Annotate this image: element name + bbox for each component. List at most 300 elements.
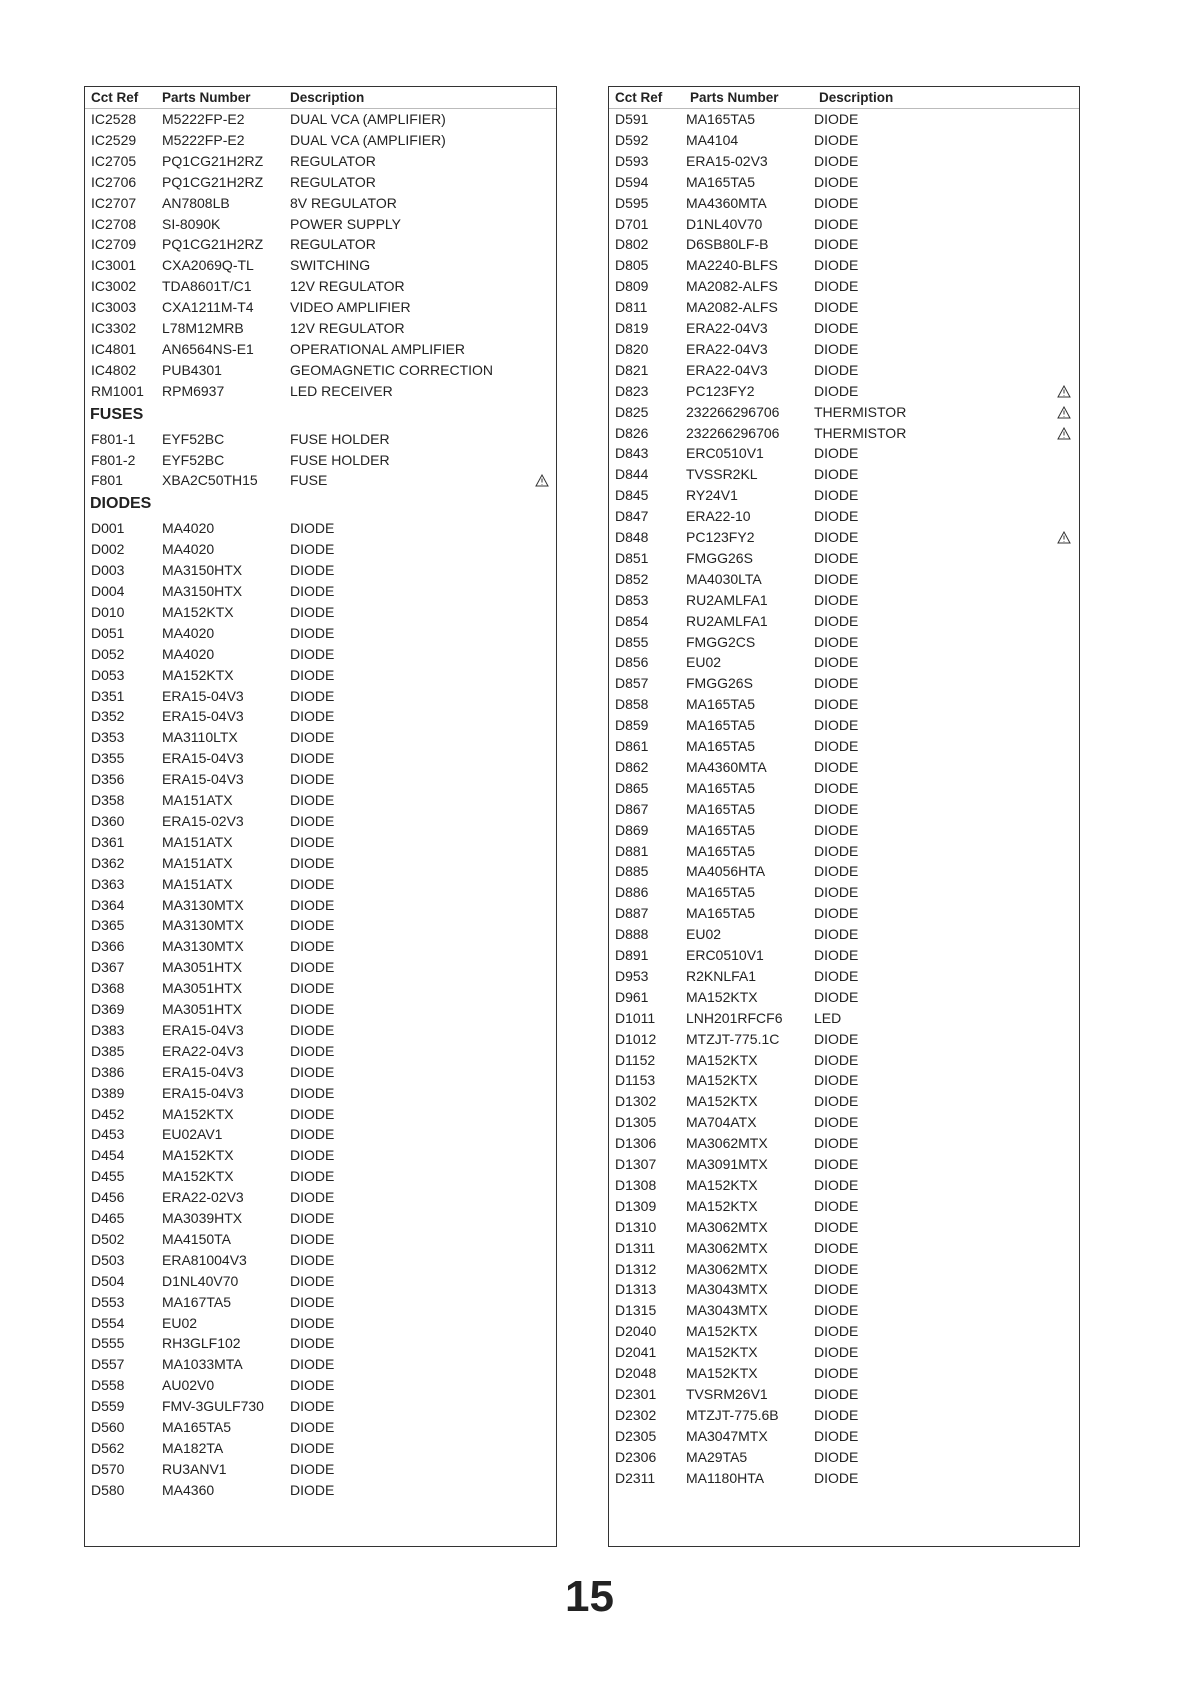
- description: DIODE: [814, 1218, 859, 1235]
- cct-ref: D365: [91, 917, 125, 934]
- description: DIODE: [814, 1030, 859, 1047]
- table-row: [609, 423, 1079, 443]
- description: DIODE: [814, 612, 859, 629]
- description: DIODE: [290, 1481, 335, 1498]
- cct-ref: D823: [615, 382, 649, 399]
- header-cct-ref: Cct Ref: [91, 90, 139, 105]
- cct-ref: D1307: [615, 1156, 657, 1172]
- description: 12V REGULATOR: [290, 320, 405, 336]
- table-row: [85, 1104, 556, 1124]
- table-row: [85, 1229, 556, 1249]
- table-row: [85, 429, 556, 449]
- parts-number: ERA15-02V3: [162, 812, 244, 829]
- description: DIODE: [814, 967, 859, 984]
- cct-ref: D809: [615, 278, 649, 295]
- table-header: [609, 87, 1079, 109]
- table-row: [85, 1124, 556, 1144]
- parts-number: ERA22-02V3: [162, 1189, 244, 1206]
- description: DIODE: [814, 1427, 859, 1444]
- cct-ref: D361: [91, 833, 125, 850]
- parts-number: MA152KTX: [162, 1168, 234, 1185]
- description: DIODE: [814, 1323, 859, 1340]
- cct-ref: D2041: [615, 1344, 657, 1361]
- table-row: [85, 727, 556, 747]
- parts-number: LNH201RFCF6: [686, 1009, 783, 1026]
- table-row: [85, 130, 556, 150]
- description: DIODE: [814, 654, 859, 671]
- cct-ref: D355: [91, 750, 125, 767]
- parts-number: FMGG26S: [686, 549, 753, 566]
- description: DIODE: [814, 591, 859, 608]
- parts-number: RU3ANV1: [162, 1460, 227, 1477]
- description: DIODE: [290, 959, 335, 976]
- cct-ref: D2048: [615, 1365, 657, 1381]
- table-row: [609, 611, 1079, 631]
- cct-ref: D2311: [615, 1469, 656, 1486]
- parts-number: XBA2C50TH15: [162, 472, 258, 489]
- table-row: [609, 1217, 1079, 1237]
- cct-ref: D570: [91, 1460, 125, 1477]
- description: DIODE: [814, 800, 859, 817]
- warning-triangle-icon: [1057, 427, 1071, 440]
- parts-number: EYF52BC: [162, 451, 225, 468]
- table-row: [609, 1279, 1079, 1299]
- cct-ref: D363: [91, 875, 125, 892]
- table-row: [609, 151, 1079, 171]
- table-row: [609, 903, 1079, 923]
- table-row: [85, 214, 556, 234]
- parts-number: ERA15-02V3: [686, 152, 768, 169]
- table-row: [85, 623, 556, 643]
- description: 8V REGULATOR: [290, 194, 397, 211]
- description: DIODE: [814, 717, 859, 734]
- cct-ref: D503: [91, 1251, 125, 1268]
- table-row: [609, 1070, 1079, 1090]
- cct-ref: D811: [615, 299, 648, 316]
- table-row: [85, 1145, 556, 1165]
- table-row: [609, 193, 1079, 213]
- parts-number: MA4020: [162, 541, 215, 558]
- description: DIODE: [814, 215, 859, 232]
- parts-number: PC123FY2: [686, 382, 755, 399]
- cct-ref: D2301: [615, 1385, 657, 1402]
- parts-number: MTZJT-775.6B: [686, 1406, 779, 1423]
- description: 12V REGULATOR: [290, 278, 405, 295]
- cct-ref: D888: [615, 926, 649, 943]
- cct-ref: D805: [615, 257, 649, 274]
- cct-ref: D356: [91, 771, 125, 788]
- table-row: [609, 590, 1079, 610]
- parts-number: MA2082-ALFS: [686, 278, 778, 295]
- cct-ref: D856: [615, 654, 649, 671]
- parts-number: CXA1211M-T4: [162, 299, 254, 316]
- parts-number: MA704ATX: [686, 1114, 757, 1131]
- description: DIODE: [290, 1230, 335, 1247]
- cct-ref: D821: [615, 361, 649, 378]
- parts-number: MA152KTX: [686, 1365, 758, 1381]
- parts-number: PQ1CG21H2RZ: [162, 236, 264, 253]
- parts-number: MA2240-BLFS: [686, 257, 778, 274]
- section-title: DIODES: [90, 495, 152, 513]
- parts-number: D6SB80LF-B: [686, 236, 769, 253]
- parts-number: EU02: [686, 654, 722, 671]
- description: DIODE: [814, 988, 859, 1005]
- description: DIODE: [290, 1398, 335, 1415]
- table-row: [85, 539, 556, 559]
- description: DIODE: [814, 361, 859, 378]
- cct-ref: D364: [91, 896, 125, 913]
- description: DIODE: [814, 236, 859, 253]
- table-row: [85, 1292, 556, 1312]
- warning-triangle-icon: [1057, 531, 1071, 544]
- description: DIODE: [814, 758, 859, 775]
- table-row: [85, 978, 556, 998]
- cct-ref: D386: [91, 1063, 125, 1080]
- table-row: [609, 966, 1079, 986]
- cct-ref: D845: [615, 487, 649, 504]
- parts-number: D1NL40V70: [686, 215, 763, 232]
- table-row: [609, 1091, 1079, 1111]
- parts-number: MA3062MTX: [686, 1218, 768, 1235]
- table-row: [85, 769, 556, 789]
- description: DIODE: [814, 633, 859, 650]
- cct-ref: D455: [91, 1168, 125, 1185]
- table-row: [85, 470, 556, 490]
- description: REGULATOR: [290, 152, 376, 169]
- cct-ref: D389: [91, 1084, 125, 1101]
- description: DIODE: [814, 529, 859, 545]
- parts-number: MA3150HTX: [162, 562, 243, 579]
- cct-ref: D010: [91, 603, 125, 620]
- description: DIODE: [814, 340, 859, 357]
- cct-ref: D2040: [615, 1323, 657, 1340]
- cct-ref: D504: [91, 1272, 125, 1289]
- description: DIODE: [814, 194, 859, 211]
- table-row: [609, 1384, 1079, 1404]
- parts-number: MA165TA5: [686, 842, 755, 859]
- table-row: [85, 1166, 556, 1186]
- parts-number: MA182TA: [162, 1439, 224, 1456]
- cct-ref: D1312: [615, 1260, 657, 1277]
- parts-number: MA4360MTA: [686, 194, 767, 211]
- table-row: [609, 652, 1079, 672]
- table-row: [609, 234, 1079, 254]
- table-header: [85, 87, 556, 109]
- parts-number: PUB4301: [162, 361, 222, 378]
- parts-number: AU02V0: [162, 1377, 215, 1394]
- description: DIODE: [814, 1093, 859, 1110]
- cct-ref: D855: [615, 633, 649, 650]
- table-row: [609, 1112, 1079, 1132]
- description: DIODE: [290, 771, 335, 788]
- parts-number: MA3062MTX: [686, 1135, 768, 1152]
- warning-triangle-icon: [1057, 406, 1071, 419]
- page-number: 15: [565, 1572, 614, 1621]
- table-row: [609, 736, 1079, 756]
- table-row: [85, 1020, 556, 1040]
- description: DIODE: [290, 833, 335, 850]
- table-row: [609, 1196, 1079, 1216]
- table-row: [85, 915, 556, 935]
- description: LED: [814, 1009, 842, 1026]
- cct-ref: D454: [91, 1147, 125, 1164]
- description: DIODE: [290, 1021, 335, 1038]
- cct-ref: D502: [91, 1230, 125, 1247]
- description: DIODE: [290, 896, 335, 913]
- parts-number: MA165TA5: [686, 738, 755, 754]
- parts-number: D1NL40V70: [162, 1272, 239, 1289]
- description: REGULATOR: [290, 173, 376, 190]
- parts-number: ERA15-04V3: [162, 1084, 244, 1101]
- table-row: [609, 506, 1079, 526]
- parts-number: TVSRM26V1: [686, 1385, 768, 1402]
- parts-number: MA4020: [162, 520, 215, 537]
- table-row: [85, 957, 556, 977]
- parts-number: MA152KTX: [686, 1051, 758, 1068]
- table-row: [609, 757, 1079, 777]
- cct-ref: IC2709: [91, 236, 137, 253]
- parts-number: MA4020: [162, 624, 215, 641]
- table-row: [85, 706, 556, 726]
- table-row: [85, 1062, 556, 1082]
- description: DIODE: [814, 508, 859, 525]
- table-row: [85, 193, 556, 213]
- cct-ref: IC2529: [91, 131, 137, 148]
- cct-ref: D1313: [615, 1281, 657, 1298]
- table-row: [85, 1208, 556, 1228]
- description: DIODE: [814, 173, 859, 190]
- table-row: [609, 1342, 1079, 1362]
- cct-ref: D558: [91, 1377, 125, 1394]
- description: DIODE: [814, 675, 859, 692]
- description: DIODE: [290, 1168, 335, 1185]
- description: DUAL VCA (AMPLIFIER): [290, 111, 446, 127]
- header-description: Description: [819, 90, 894, 105]
- table-row: [609, 527, 1079, 547]
- table-row: [85, 297, 556, 317]
- parts-number: MA152KTX: [162, 666, 234, 683]
- description: DIODE: [814, 487, 859, 504]
- table-row: [609, 799, 1079, 819]
- cct-ref: RM1001: [91, 382, 144, 399]
- parts-number: ERC0510V1: [686, 947, 764, 963]
- parts-number: MA3051HTX: [162, 959, 243, 976]
- cct-ref: IC2705: [91, 152, 137, 169]
- description: DIODE: [290, 1251, 335, 1268]
- parts-number: 232266296706: [686, 403, 780, 420]
- parts-number: MA3130MTX: [162, 896, 244, 913]
- parts-number: MA151ATX: [162, 792, 233, 808]
- description: DIODE: [290, 1084, 335, 1101]
- table-row: [85, 832, 556, 852]
- table-row: [85, 811, 556, 831]
- description: OPERATIONAL AMPLIFIER: [290, 340, 466, 357]
- description: DIODE: [814, 884, 859, 901]
- description: DIODE: [814, 1365, 859, 1381]
- description: DIODE: [814, 821, 859, 838]
- description: DIODE: [290, 687, 335, 704]
- parts-number: ERA15-04V3: [162, 1021, 244, 1038]
- parts-number: ERA22-04V3: [686, 320, 768, 336]
- parts-number: MA3039HTX: [162, 1210, 243, 1226]
- cct-ref: D820: [615, 340, 649, 357]
- table-row: [85, 318, 556, 338]
- table-row: [85, 1083, 556, 1103]
- description: DIODE: [814, 926, 859, 943]
- parts-number: MA152KTX: [686, 1323, 758, 1340]
- table-row: [85, 644, 556, 664]
- description: DIODE: [290, 520, 335, 537]
- parts-number: MA4104: [686, 131, 739, 148]
- cct-ref: D887: [615, 905, 649, 922]
- cct-ref: D1310: [615, 1218, 657, 1235]
- parts-number: L78M12MRB: [162, 320, 244, 336]
- cct-ref: D366: [91, 938, 125, 955]
- cct-ref: D593: [615, 152, 649, 169]
- description: DIODE: [814, 1385, 859, 1402]
- table-row: [609, 1426, 1079, 1446]
- description: DIODE: [290, 603, 335, 620]
- description: DIODE: [814, 278, 859, 295]
- table-row: [85, 1250, 556, 1270]
- cct-ref: D1153: [615, 1072, 656, 1089]
- parts-number: MA152KTX: [686, 1176, 758, 1193]
- table-row: [85, 602, 556, 622]
- description: DIODE: [290, 812, 335, 829]
- description: DIODE: [814, 466, 859, 483]
- parts-number: MA151ATX: [162, 833, 233, 850]
- description: DIODE: [814, 1260, 859, 1277]
- parts-number: MA1180HTA: [686, 1469, 765, 1486]
- table-row: [609, 841, 1079, 861]
- parts-number: MA165TA5: [686, 111, 755, 127]
- description: DIODE: [290, 854, 335, 871]
- cct-ref: IC3002: [91, 278, 137, 295]
- cct-ref: IC3302: [91, 320, 137, 336]
- cct-ref: D385: [91, 1042, 125, 1059]
- description: DIODE: [290, 583, 335, 599]
- cct-ref: D859: [615, 717, 649, 734]
- description: DIODE: [290, 541, 335, 558]
- table-row: [609, 381, 1079, 401]
- cct-ref: D562: [91, 1439, 125, 1456]
- table-row: [609, 339, 1079, 359]
- cct-ref: D383: [91, 1021, 125, 1038]
- table-row: [85, 999, 556, 1019]
- table-row: [85, 748, 556, 768]
- cct-ref: D553: [91, 1293, 125, 1310]
- description: DIODE: [814, 1114, 859, 1131]
- parts-number: MA152KTX: [686, 988, 758, 1005]
- description: VIDEO AMPLIFIER: [290, 299, 411, 316]
- cct-ref: D852: [615, 570, 649, 587]
- cct-ref: D2305: [615, 1427, 657, 1444]
- table-row: [609, 987, 1079, 1007]
- cct-ref: D1012: [615, 1030, 657, 1047]
- cct-ref: D865: [615, 779, 649, 796]
- cct-ref: D701: [615, 215, 649, 232]
- description: DIODE: [290, 980, 335, 997]
- parts-number: EU02: [162, 1314, 198, 1331]
- parts-number: ERA15-04V3: [162, 708, 244, 725]
- cct-ref: D825: [615, 403, 649, 420]
- cct-ref: D555: [91, 1335, 125, 1352]
- description: DIODE: [814, 1051, 859, 1068]
- parts-number: MA165TA5: [686, 717, 755, 734]
- cct-ref: D001: [91, 520, 125, 537]
- cct-ref: D003: [91, 562, 125, 579]
- table-row: [609, 214, 1079, 234]
- cct-ref: D851: [615, 549, 649, 566]
- cct-ref: D465: [91, 1210, 125, 1226]
- table-row: [609, 1405, 1079, 1425]
- description: DIODE: [814, 905, 859, 922]
- description: DIODE: [814, 1344, 859, 1361]
- table-row: [609, 1447, 1079, 1467]
- parts-number: EU02AV1: [162, 1126, 223, 1143]
- table-row: [85, 853, 556, 873]
- cct-ref: F801-1: [91, 430, 136, 447]
- parts-number: MA165TA5: [686, 821, 755, 838]
- parts-number: MA3150HTX: [162, 583, 243, 599]
- cct-ref: D1315: [615, 1302, 657, 1319]
- cct-ref: D847: [615, 508, 649, 525]
- cct-ref: D1311: [615, 1239, 656, 1256]
- parts-number: MA152KTX: [162, 1105, 234, 1122]
- description: DIODE: [814, 257, 859, 274]
- parts-number: MA3051HTX: [162, 1001, 243, 1017]
- description: FUSE HOLDER: [290, 451, 390, 468]
- cct-ref: D1302: [615, 1093, 657, 1110]
- description: DIODE: [290, 917, 335, 934]
- description: REGULATOR: [290, 236, 376, 253]
- cct-ref: D360: [91, 812, 125, 829]
- cct-ref: D351: [91, 687, 125, 704]
- parts-number: RU2AMLFA1: [686, 612, 768, 629]
- table-row: [609, 255, 1079, 275]
- description: DIODE: [290, 624, 335, 641]
- parts-number: MA165TA5: [686, 173, 755, 190]
- description: DIODE: [290, 1042, 335, 1059]
- cct-ref: D1152: [615, 1051, 656, 1068]
- cct-ref: F801: [91, 472, 123, 489]
- cct-ref: F801-2: [91, 451, 136, 468]
- header-cct-ref: Cct Ref: [615, 90, 663, 105]
- cct-ref: D861: [615, 738, 649, 754]
- table-row: [609, 861, 1079, 881]
- description: DIODE: [814, 738, 859, 754]
- cct-ref: D362: [91, 854, 125, 871]
- table-row: [609, 882, 1079, 902]
- table-row: [609, 443, 1079, 463]
- parts-number: M5222FP-E2: [162, 131, 245, 148]
- cct-ref: D826: [615, 424, 649, 441]
- description: DUAL VCA (AMPLIFIER): [290, 131, 446, 148]
- table-row: [85, 276, 556, 296]
- description: DIODE: [290, 1126, 335, 1143]
- description: DIODE: [290, 1356, 335, 1373]
- description: DIODE: [814, 131, 859, 148]
- parts-number: PQ1CG21H2RZ: [162, 152, 264, 169]
- description: DIODE: [814, 696, 859, 713]
- parts-number: MA165TA5: [686, 905, 755, 922]
- parts-number: MA152KTX: [162, 1147, 234, 1164]
- table-row: [85, 790, 556, 810]
- table-row: [85, 518, 556, 538]
- warning-triangle-icon: [535, 474, 549, 487]
- parts-number: RPM6937: [162, 382, 225, 399]
- cct-ref: IC4801: [91, 340, 137, 357]
